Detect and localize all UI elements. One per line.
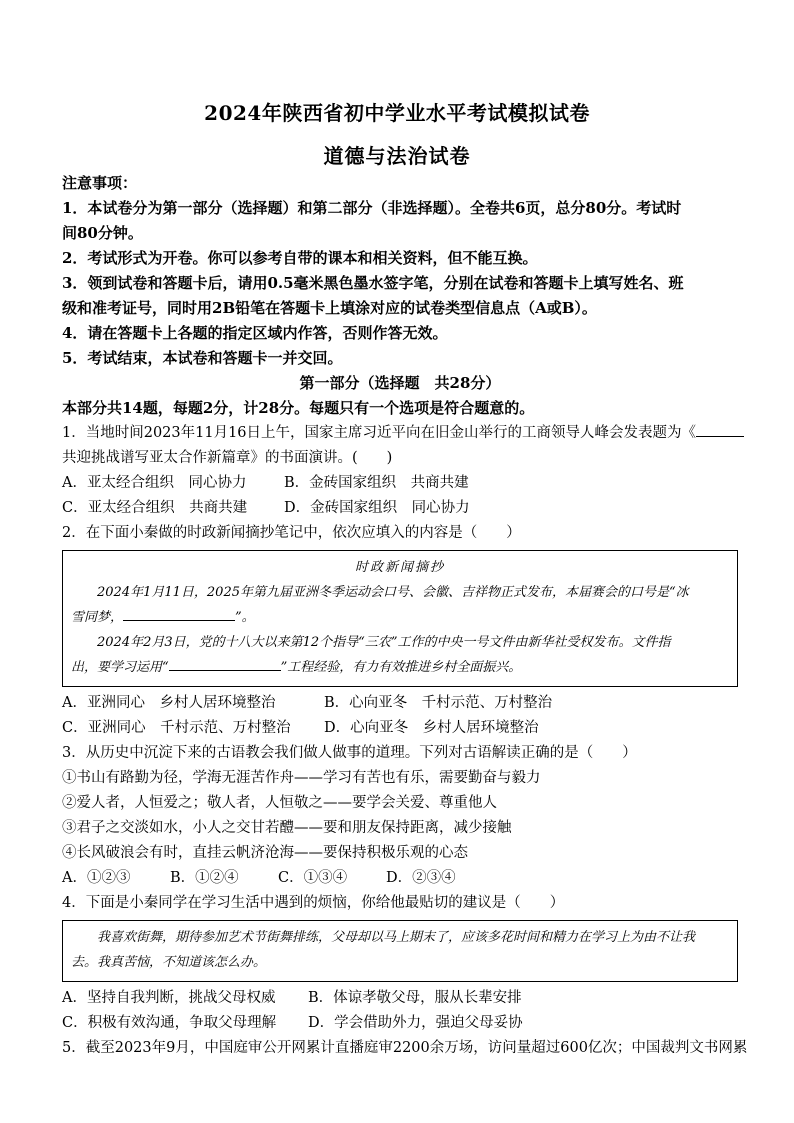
exam-subtitle: 道德与法治试卷	[323, 144, 471, 168]
notice-item: 级和准考证号，同时用2B铅笔在答题卡上填涂对应的试卷类型信息点（A或B）。	[62, 299, 597, 317]
notice-item: 4．请在答题卡上各题的指定区域内作答，否则作答无效。	[62, 324, 448, 342]
answer-blank	[123, 620, 235, 621]
option-d: D．②③④	[386, 870, 456, 886]
option-b: B．心向亚冬 千村示范、万村整治	[324, 695, 553, 711]
proverb-item: ①书山有路勤为径，学海无涯苦作舟——学习有苦也有乐，需要勤奋与毅力	[62, 770, 541, 786]
question-1-stem-cont: 共迎挑战谱写亚太合作新篇章》的书面演讲。( )	[62, 450, 393, 466]
option-d: D．心向亚冬 乡村人居环境整治	[324, 720, 539, 736]
news-paragraph-2-cont	[71, 655, 729, 680]
option-d: D．金砖国家组织 同心协力	[284, 500, 470, 516]
news-excerpt-title: 时政新闻摘抄	[354, 560, 445, 575]
news-text: ”。	[235, 610, 255, 625]
option-c: C．积极有效沟通，争取父母理解	[62, 1015, 277, 1031]
question-1-options-row	[62, 471, 738, 496]
option-b: B．金砖国家组织 共商共建	[284, 475, 469, 491]
question-1-stem-text: 1．当地时间2023年11月16日上午，国家主席习近平向在旧金山举行的工商领导人峰会发表题为《	[62, 425, 697, 441]
option-c: C．亚太经合组织 共商共建	[62, 500, 248, 516]
part1-instruction: 本部分共14题，每题2分，计28分。每题只有一个选项是符合题意的。	[62, 399, 535, 417]
question-3-stem: 3．从历史中沉淀下来的古语教会我们做人做事的道理。下列对古语解读正确的是（ ）	[62, 745, 637, 761]
option-c: C．亚洲同心 千村示范、万村整治	[62, 720, 291, 736]
proverb-item: ④长风破浪会有时，直挂云帆济沧海——要保持积极乐观的心态	[62, 845, 468, 861]
option-b: B．①②④	[170, 870, 239, 886]
option-a: A．亚洲同心 乡村人居环境整治	[62, 695, 276, 711]
question-1-stem	[62, 421, 738, 446]
news-paragraph-1: 2024年1月11日，2025年第九届亚洲冬季运动会口号、会徽、吉祥物正式发布，本届赛会的口号是“冰	[97, 585, 689, 600]
question-4-stem: 4．下面是小秦同学在学习生活中遇到的烦恼，你给他最贴切的建议是（ ）	[62, 895, 565, 911]
exam-content	[62, 171, 748, 1061]
question-4-options-row	[62, 986, 738, 1011]
option-a: A．①②③	[62, 870, 131, 886]
question-1-options-row	[62, 496, 738, 521]
notice-item: 2．考试形式为开卷。你可以参考自带的课本和相关资料，但不能互换。	[62, 249, 538, 267]
option-b: B．体谅孝敬父母，服从长辈安排	[308, 990, 522, 1006]
worry-text: 我喜欢街舞，期待参加艺术节街舞排练，父母却以马上期末了，应该多花时间和精力在学习上为由不让我	[97, 930, 696, 945]
part1-heading: 第一部分（选择题 共28分）	[299, 374, 501, 392]
option-d: D．学会借助外力，强迫父母妥协	[308, 1015, 523, 1031]
question-5-stem: 5．截至2023年9月，中国庭审公开网累计直播庭审2200余万场，访问量超过600亿次；中国裁判文书网累	[62, 1040, 748, 1056]
news-excerpt-box	[62, 550, 738, 687]
proverb-item: ②爱人者，人恒爱之；敬人者，人恒敬之——要学会关爱、尊重他人	[62, 795, 497, 811]
news-text: 雪同梦，	[71, 610, 124, 625]
option-a: A．亚太经合组织 同心协力	[62, 475, 247, 491]
question-4-options-row	[62, 1011, 738, 1036]
proverb-item: ③君子之交淡如水，小人之交甘若醴——要和朋友保持距离，减少接触	[62, 820, 512, 836]
news-text: 出，要学习运用“	[71, 660, 169, 675]
notice-item: 间80分钟。	[62, 224, 143, 242]
notice-item: 5．考试结束，本试卷和答题卡一并交回。	[62, 349, 343, 367]
option-c: C．①③④	[278, 870, 348, 886]
exam-title: 2024年陕西省初中学业水平考试模拟试卷	[204, 101, 590, 125]
news-paragraph-1-cont	[71, 605, 729, 630]
news-paragraph-2: 2024年2月3日，党的十八大以来第12个指导“三农”工作的中央一号文件由新华社受权发布。文件指	[97, 635, 671, 650]
question-3-options-row	[62, 866, 738, 891]
notice-item: 1．本试卷分为第一部分（选择题）和第二部分（非选择题）。全卷共6页，总分80分。考试时	[62, 199, 682, 217]
notice-item: 3．领到试卷和答题卡后，请用0.5毫米黑色墨水签字笔，分别在试卷和答题卡上填写姓名、班	[62, 274, 684, 292]
student-worry-box	[62, 920, 738, 982]
option-a: A．坚持自我判断，挑战父母权威	[62, 990, 276, 1006]
question-2-stem: 2．在下面小秦做的时政新闻摘抄笔记中，依次应填入的内容是（ ）	[62, 525, 521, 541]
news-text: ”工程经验，有力有效推进乡村全面振兴。	[280, 660, 522, 675]
answer-blank	[696, 436, 744, 437]
question-2-options-row	[62, 691, 738, 716]
question-2-options-row	[62, 716, 738, 741]
notice-heading: 注意事项：	[62, 174, 138, 192]
worry-text: 去。我真苦恼，不知道该怎么办。	[71, 955, 267, 970]
answer-blank	[169, 670, 281, 671]
